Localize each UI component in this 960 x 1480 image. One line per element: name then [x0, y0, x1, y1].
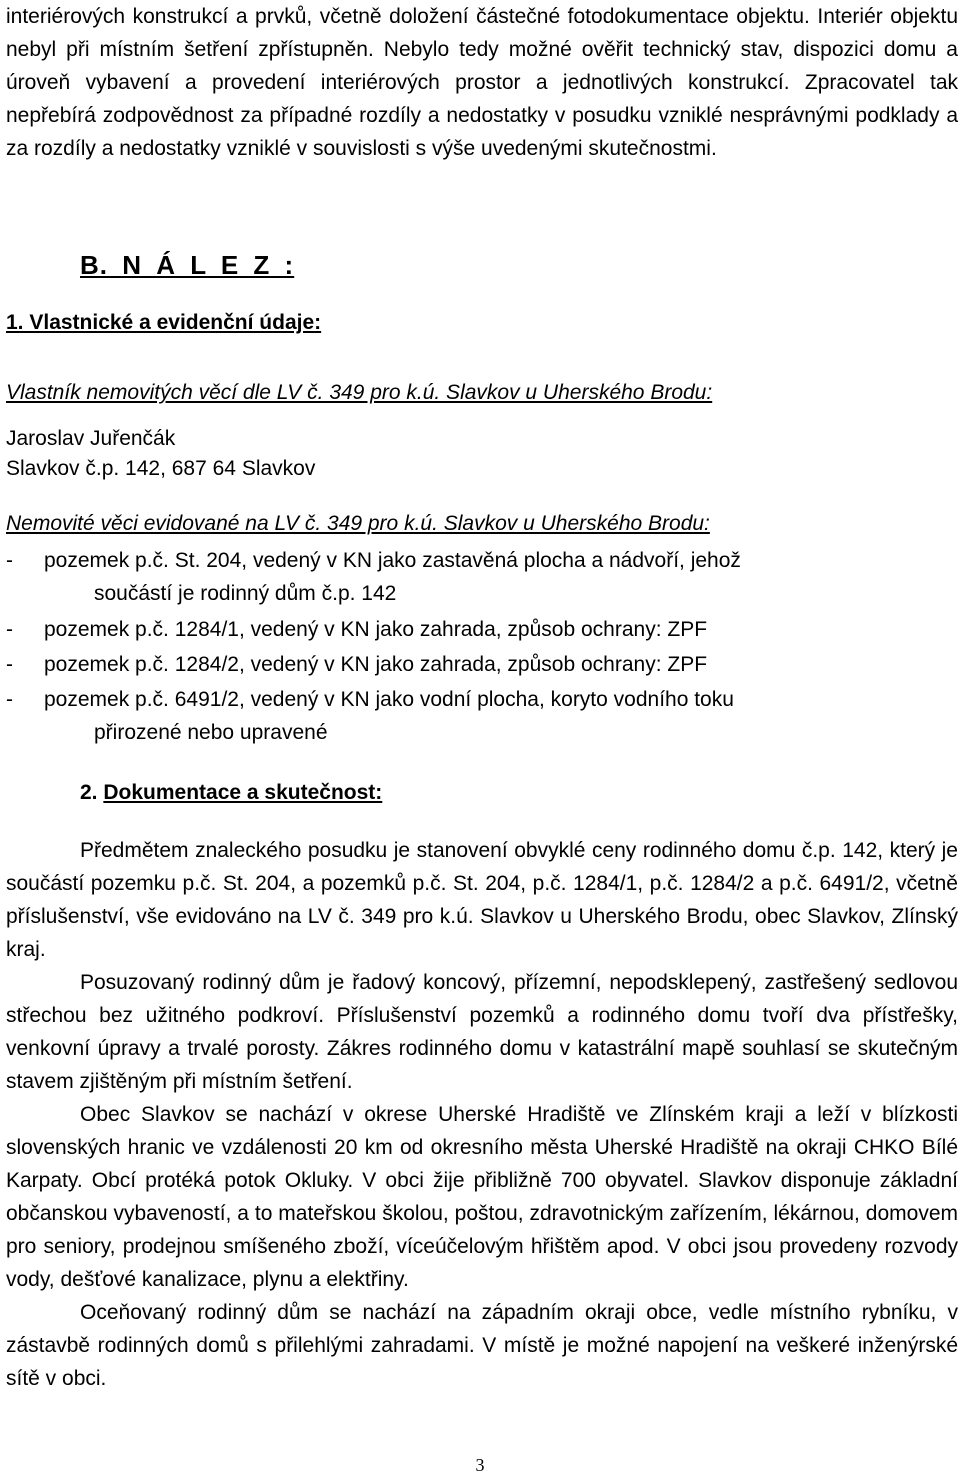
body-paragraph: Posuzovaný rodinný dům je řadový koncový, přízemní, nepodsklepený, zastřešený sedlovou střechou bez užitného podkroví. Příslušenství pozemků a rodinného domu tvoří dva přístřešky, venkovní úpravy a trvalé porosty. Zákres rodinného domu v katastrální mapě souhlasí se skutečným stavem zjištěným při místním šetření.	[6, 971, 958, 1093]
property-item-line: pozemek p.č. 1284/2, vedený v KN jako zahrada, způsob ochrany: ZPF	[44, 653, 708, 676]
list-dash: -	[6, 618, 13, 641]
section-2-title: Dokumentace a skutečnost:	[103, 781, 383, 804]
section-b-heading: B. N Á L E Z :	[80, 250, 295, 280]
property-heading: Nemovité věci evidované na LV č. 349 pro k.ú. Slavkov u Uherského Brodu:	[6, 512, 710, 535]
property-item-line: pozemek p.č. 1284/1, vedený v KN jako zahrada, způsob ochrany: ZPF	[44, 618, 708, 641]
body-paragraph: Oceňovaný rodinný dům se nachází na západním okraji obce, vedle místního rybníku, v zástavbě rodinných domů s přilehlými zahradami. V místě je možné napojení na veškeré inženýrské sítě v obci.	[6, 1301, 958, 1390]
property-item-continuation: přirozené nebo upravené	[94, 721, 328, 744]
property-item-line: pozemek p.č. St. 204, vedený v KN jako zastavěná plocha a nádvoří, jehož	[44, 549, 741, 572]
body-paragraph: Obec Slavkov se nachází v okrese Uherské Hradiště ve Zlínském kraji a leží v blízkosti slovenských hranic ve vzdálenosti 20 km od okresního města Uherské Hradiště na okraji CHKO Bílé Karpaty. Obcí protéká potok Okluky. V obci žije přibližně 700 obyvatel. Slavkov disponuje základní občanskou vybaveností, a to mateřskou školou, poštou, zdravotnickým zařízením, lékárnou, domovem pro seniory, prodejnou smíšeného zboží, víceúčelovým hřištěm apod. V obci jsou provedeny rozvody vody, dešťové kanalizace, plynu a elektřiny.	[6, 1103, 958, 1291]
page-number: 3	[475, 1455, 485, 1475]
owner-name: Jaroslav Juřenčák	[6, 427, 176, 450]
owner-address: Slavkov č.p. 142, 687 64 Slavkov	[6, 457, 316, 480]
section-2-body	[6, 834, 958, 1395]
section-1-heading: 1. Vlastnické a evidenční údaje:	[6, 311, 322, 334]
list-dash: -	[6, 653, 13, 676]
section-2-heading	[80, 781, 382, 805]
body-paragraph: Předmětem znaleckého posudku je stanovení obvyklé ceny rodinného domu č.p. 142, který je součástí pozemku p.č. St. 204, a pozemků p.č. St. 204, p.č. 1284/1, p.č. 1284/2 a p.č. 6491/2, včetně příslušenství, vše evidováno na LV č. 349 pro k.ú. Slavkov u Uherského Brodu, obec Slavkov, Zlínský kraj.	[6, 839, 958, 961]
property-item-continuation: součástí je rodinný dům č.p. 142	[94, 582, 397, 605]
list-dash: -	[6, 549, 13, 572]
owner-heading: Vlastník nemovitých věcí dle LV č. 349 pro k.ú. Slavkov u Uherského Brodu:	[6, 381, 713, 404]
list-dash: -	[6, 688, 13, 711]
property-item-line: pozemek p.č. 6491/2, vedený v KN jako vodní plocha, koryto vodního toku	[44, 688, 734, 711]
intro-paragraph: interiérových konstrukcí a prvků, včetně doložení částečné fotodokumentace objektu. Interiér objektu nebyl při místním šetření zpřístupněn. Nebylo tedy možné ověřit technický stav, dispozici domu a úroveň vybavení a provedení interiérových prostor a jednotlivých konstrukcí. Zpracovatel tak nepřebírá zodpovědnost za případné rozdíly a nedostatky v posudku vzniklé nesprávnými podklady a za rozdíly a nedostatky vzniklé v souvislosti s výše uvedenými skutečnostmi.	[6, 5, 958, 160]
section-2-number: 2.	[80, 781, 98, 804]
